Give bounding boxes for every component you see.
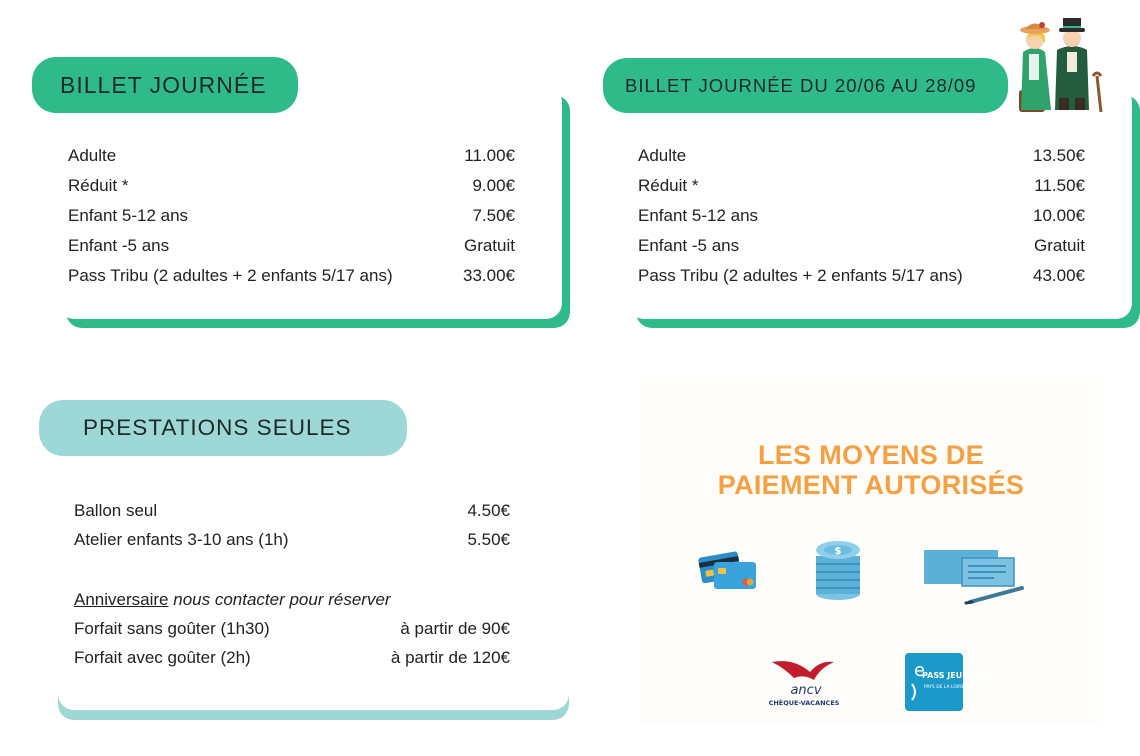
price-row: Enfant -5 ans Gratuit	[68, 236, 515, 255]
forfait-row: Forfait avec goûter (2h) à partir de 120€	[74, 648, 510, 667]
ancv-logo	[764, 654, 846, 708]
price-row: Enfant 5-12 ans 7.50€	[68, 206, 515, 225]
svg-text:PASS JEUNES: PASS JEUNES	[922, 671, 981, 680]
svg-text:ancv: ancv	[790, 683, 822, 698]
svg-text:e: e	[914, 660, 926, 681]
anniversaire-line	[74, 585, 510, 614]
price-row: Ballon seul 4.50€	[74, 501, 510, 520]
price-row: Pass Tribu (2 adultes + 2 enfants 5/17 ans) 33.00€	[68, 266, 515, 285]
credit-cards-icon	[698, 548, 760, 592]
coins-stack-icon	[813, 538, 863, 602]
epass-jeunes-logo	[904, 652, 981, 712]
anniversaire-link[interactable]: Anniversaire	[74, 590, 169, 609]
prestations-rows	[74, 496, 510, 672]
price-row: Atelier enfants 3-10 ans (1h) 5.50€	[74, 530, 510, 549]
svg-text:$: $	[834, 546, 842, 557]
billet-journee-rows	[68, 141, 515, 291]
svg-text:CHÈQUE-VACANCES: CHÈQUE-VACANCES	[768, 699, 840, 707]
billet-ete-rows	[638, 141, 1085, 291]
price-row: Réduit * 11.50€	[638, 176, 1085, 195]
price-row: Enfant -5 ans Gratuit	[638, 236, 1085, 255]
billet-ete-title: BILLET JOURNÉE DU 20/06 AU 28/09	[603, 58, 1008, 113]
anniversaire-note: nous contacter pour réserver	[173, 590, 391, 609]
payment-title: LES MOYENS DE PAIEMENT AUTORISÉS	[717, 440, 1025, 500]
svg-text:PAYS DE LA LOIRE: PAYS DE LA LOIRE	[924, 685, 965, 690]
cheque-pen-icon	[922, 548, 1026, 606]
price-row: Adulte 13.50€	[638, 146, 1085, 165]
price-row: Pass Tribu (2 adultes + 2 enfants 5/17 ans) 43.00€	[638, 266, 1085, 285]
prestations-title: PRESTATIONS SEULES	[39, 400, 407, 456]
mascot-couple-illustration	[1015, 10, 1107, 114]
forfait-row: Forfait sans goûter (1h30) à partir de 90€	[74, 619, 510, 638]
price-row: Enfant 5-12 ans 10.00€	[638, 206, 1085, 225]
payment-panel	[640, 378, 1102, 723]
price-row: Réduit * 9.00€	[68, 176, 515, 195]
price-row: Adulte 11.00€	[68, 146, 515, 165]
billet-journee-title: BILLET JOURNÉE	[32, 57, 298, 113]
